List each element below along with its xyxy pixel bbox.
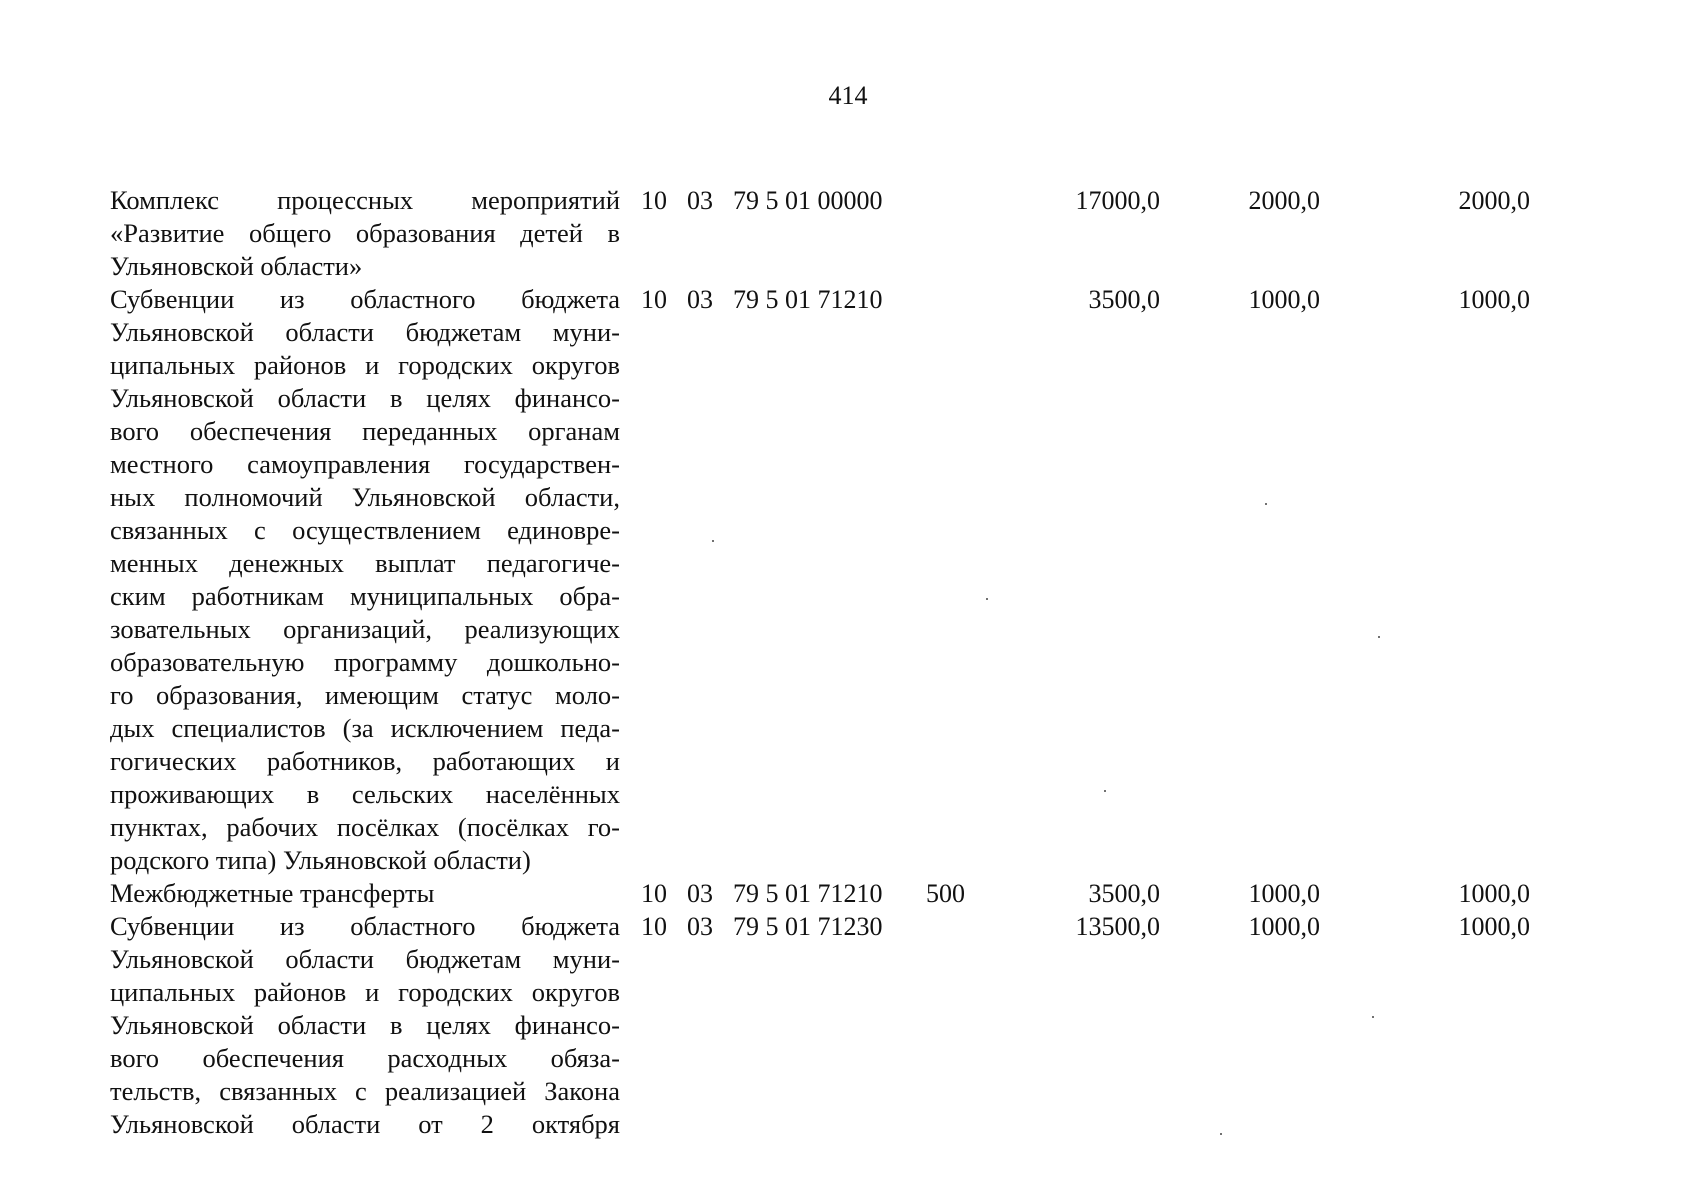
description-line: родского типа) Ульяновской области)	[110, 845, 531, 875]
description-line: пунктах, рабочих посёлках (посёлках го-	[110, 812, 620, 842]
amount-year-2: 1000,0	[1248, 879, 1320, 908]
target-article-code: 79 5 01 71210	[733, 285, 883, 314]
amount-year-1: 3500,0	[1088, 285, 1160, 314]
row-description	[110, 184, 620, 283]
scan-speck	[1378, 636, 1380, 638]
expense-type-code: 500	[926, 879, 965, 908]
description-line: вого обеспечения расходных обяза-	[110, 1043, 620, 1073]
description-line: ципальных районов и городских округов	[110, 350, 620, 380]
scan-speck	[1265, 503, 1267, 505]
description-line: ципальных районов и городских округов	[110, 977, 620, 1007]
row-description	[110, 283, 620, 877]
amount-year-2: 1000,0	[1248, 912, 1320, 941]
row-description	[110, 910, 620, 1141]
budget-table	[0, 184, 1696, 1141]
page-number: 414	[828, 81, 868, 110]
description-line: местного самоуправления государствен-	[110, 449, 620, 479]
subsection-code: 03	[687, 879, 713, 908]
description-line: менных денежных выплат педагогиче-	[110, 548, 620, 578]
scan-speck	[1104, 790, 1106, 792]
table-row	[0, 283, 1696, 877]
amount-year-3: 1000,0	[1458, 879, 1530, 908]
subsection-code: 03	[687, 285, 713, 314]
amount-year-3: 1000,0	[1458, 285, 1530, 314]
amount-year-3: 2000,0	[1458, 186, 1530, 215]
target-article-code: 79 5 01 00000	[733, 186, 883, 215]
section-code: 10	[641, 879, 667, 908]
description-line: образовательную программу дошкольно-	[110, 647, 620, 677]
description-line: связанных с осуществлением единовре-	[110, 515, 620, 545]
description-line: дых специалистов (за исключением педа-	[110, 713, 620, 743]
target-article-code: 79 5 01 71210	[733, 879, 883, 908]
description-line: Ульяновской области от 2 октября	[110, 1109, 620, 1139]
description-line: «Развитие общего образования детей в	[110, 218, 620, 248]
target-article-code: 79 5 01 71230	[733, 912, 883, 941]
amount-year-1: 13500,0	[1075, 912, 1160, 941]
description-line: ским работникам муниципальных обра-	[110, 581, 620, 611]
description-line: зовательных организаций, реализующих	[110, 614, 620, 644]
amount-year-1: 17000,0	[1075, 186, 1160, 215]
subsection-code: 03	[687, 186, 713, 215]
description-line: Ульяновской области»	[110, 251, 363, 281]
subsection-code: 03	[687, 912, 713, 941]
description-line: Ульяновской области в целях финансо-	[110, 383, 620, 413]
description-line: проживающих в сельских населённых	[110, 779, 620, 809]
description-line: Ульяновской области бюджетам муни-	[110, 944, 620, 974]
description-line: ных полномочий Ульяновской области,	[110, 482, 620, 512]
table-row	[0, 877, 1696, 910]
amount-year-2: 1000,0	[1248, 285, 1320, 314]
table-row	[0, 910, 1696, 1141]
description-line: тельств, связанных с реализацией Закона	[110, 1076, 620, 1106]
row-description	[110, 877, 620, 910]
scan-speck	[1220, 1133, 1222, 1135]
section-code: 10	[641, 186, 667, 215]
description-line: Ульяновской области бюджетам муни-	[110, 317, 620, 347]
description-line: вого обеспечения переданных органам	[110, 416, 620, 446]
description-line: Субвенции из областного бюджета	[110, 284, 620, 314]
description-line: Комплекс процессных мероприятий	[110, 185, 620, 215]
description-line: Субвенции из областного бюджета	[110, 911, 620, 941]
description-line: Межбюджетные трансферты	[110, 878, 435, 908]
description-line: Ульяновской области в целях финансо-	[110, 1010, 620, 1040]
scan-speck	[712, 540, 714, 542]
amount-year-3: 1000,0	[1458, 912, 1530, 941]
description-line: гогических работников, работающих и	[110, 746, 620, 776]
amount-year-1: 3500,0	[1088, 879, 1160, 908]
table-row	[0, 184, 1696, 283]
section-code: 10	[641, 285, 667, 314]
section-code: 10	[641, 912, 667, 941]
description-line: го образования, имеющим статус моло-	[110, 680, 620, 710]
amount-year-2: 2000,0	[1248, 186, 1320, 215]
scan-speck	[986, 598, 988, 600]
scan-speck	[1372, 1016, 1374, 1018]
